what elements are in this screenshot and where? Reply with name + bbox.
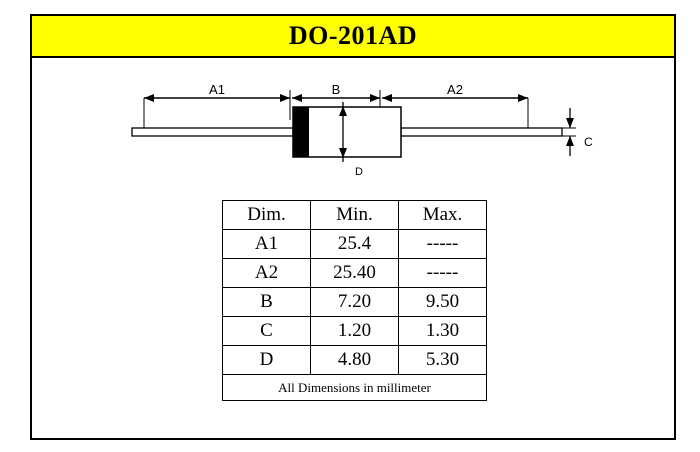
cell-max: 9.50: [399, 288, 487, 317]
table-row: [223, 317, 487, 346]
table-header-row: [223, 201, 487, 230]
cell-min: 1.20: [311, 317, 399, 346]
header-dim: Dim.: [223, 201, 311, 230]
cell-dim: D: [223, 346, 311, 375]
cell-min: 4.80: [311, 346, 399, 375]
cell-dim: A1: [223, 230, 311, 259]
header-max: Max.: [399, 201, 487, 230]
table-row: [223, 259, 487, 288]
cell-max: -----: [399, 259, 487, 288]
table-footer-row: [223, 375, 487, 401]
cell-max: 5.30: [399, 346, 487, 375]
package-outline-drawing: [32, 58, 674, 198]
dimension-table: [222, 200, 487, 401]
label-b: B: [331, 82, 341, 97]
cell-min: 7.20: [311, 288, 399, 317]
label-a2: A2: [447, 82, 463, 97]
table-footer-note: All Dimensions in millimeter: [223, 375, 487, 401]
header-min: Min.: [311, 201, 399, 230]
label-c: C: [584, 135, 593, 149]
table-row: [223, 230, 487, 259]
cell-min: 25.4: [311, 230, 399, 259]
label-d: D: [355, 166, 363, 178]
cell-dim: C: [223, 317, 311, 346]
page-title: DO-201AD: [288, 21, 418, 50]
cell-dim: A2: [223, 259, 311, 288]
lead-right: [401, 128, 562, 136]
lead-left: [132, 128, 293, 136]
cell-max: 1.30: [399, 317, 487, 346]
dimension-a2: [382, 94, 528, 130]
table-row: [223, 288, 487, 317]
cell-min: 25.40: [311, 259, 399, 288]
label-a1: A1: [209, 82, 225, 97]
cell-dim: B: [223, 288, 311, 317]
cell-max: -----: [399, 230, 487, 259]
title-banner: [30, 14, 676, 58]
table-row: [223, 346, 487, 375]
diode-body: [293, 107, 401, 157]
cathode-band: [293, 107, 309, 157]
